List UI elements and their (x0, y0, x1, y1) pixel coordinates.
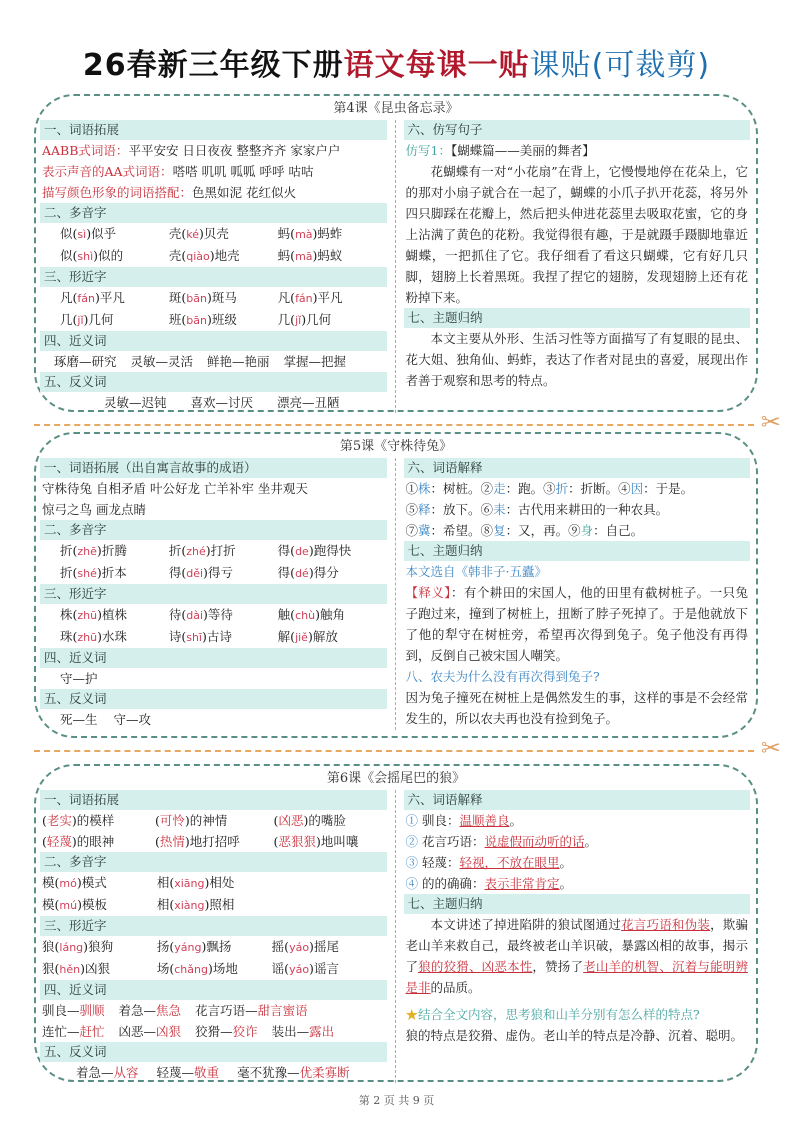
similar-char-item: 诗(shī)古诗 (168, 629, 232, 644)
similar-char-item: 凡(fán)平凡 (277, 290, 343, 305)
similar-char-item: 几(jǐ)几何 (277, 312, 332, 327)
label: 表示声音的AA式词语： (42, 164, 173, 179)
similar-char-item: 场(chǎng)场地 (156, 961, 238, 976)
lesson-4-card (34, 94, 758, 412)
section-heading: 三、形近字 (40, 267, 387, 287)
similar-char-item: 凡(fán)平凡 (60, 290, 125, 305)
definition-line: ② 花言巧语：说虚假而动听的话。 (405, 834, 598, 849)
section-heading: 二、多音字 (40, 520, 387, 540)
synonym-pair: 装出—露出 (271, 1024, 335, 1039)
synonym-pair: 鲜艳—艳丽 (207, 354, 270, 369)
similar-char-item: 斑(bān)斑马 (168, 290, 237, 305)
antonym-pair: 轻蔑—敬重 (156, 1065, 220, 1080)
antonym-pair: 喜欢—讨厌 (190, 395, 254, 410)
question-heading: 八、农夫为什么没有再次得到兔子? (405, 669, 600, 684)
section-heading: 一、词语拓展 (40, 120, 387, 140)
section-heading: 三、形近字 (40, 916, 387, 936)
theme-paragraph: 本文讲述了掉进陷阱的狼试图通过花言巧语和伪装，欺骗老山羊来救自己，最终被老山羊识破，暴露凶相的故事，揭示了狼的狡猾、凶恶本性，赞扬了老山羊的机智、沉着与能明辨是非的品质。 (405, 917, 748, 995)
polyphone-grid (40, 872, 387, 916)
polyphone-item: 折(zhé)打折 (168, 543, 236, 558)
lesson-title: 第4课《昆虫备忘录》 (333, 101, 459, 116)
synonym-pair: 掌握—把握 (283, 354, 347, 369)
imitation-subtitle: 【蝴蝶篇——美丽的舞者】 (450, 143, 595, 158)
polyphone-item: 得(de)跑得快 (277, 543, 352, 558)
similar-char-item: 摇(yáo)摇尾 (271, 939, 339, 954)
words: 嗒嗒 叽叽 呱呱 呼呼 咕咕 (172, 164, 314, 179)
polyphone-grid (40, 223, 387, 267)
similar-char-item: 珠(zhū)水珠 (60, 629, 128, 644)
section-heading: 六、词语解释 (404, 790, 751, 810)
scissors-icon: ✂ (760, 734, 781, 762)
cut-line (34, 750, 754, 752)
source-note: 本文选自《韩非子·五蠹》 (405, 564, 547, 579)
collocation-item: (可怜)的神情 (154, 813, 228, 828)
lesson-title: 第6课《会摇尾巴的狼》 (326, 771, 466, 786)
synonym-pair: 琢磨—研究 (54, 354, 117, 369)
similar-char-item: 狼(láng)狼狗 (42, 939, 114, 954)
polyphone-item: 模(mó)模式 (42, 875, 107, 890)
lesson-4-left-column (40, 120, 396, 413)
imitation-paragraph: 花蝴蝶有一对“小花扇”在背上，它慢慢地停在花朵上，它的那对小扇子就合在一起了，蝴蝶的小爪子扒开花蕊，将另外四只脚踩在花瓣上，然后把头伸进花蕊里去吸取花蜜，它的身上沾满了黄色的花粉。我觉得很有趣，于是就蹑手蹑脚地靠近蝴蝶，一把抓住了它。我仔细看了看这只蝴蝶，它有好几只脚，翅膀上长着黑斑。我捏了捏它的翅膀，发现翅膀上还有花粉掉下来。 (405, 164, 748, 305)
polyphone-item: 折(shé)折本 (60, 565, 127, 580)
section-heading: 四、近义词 (40, 980, 387, 1000)
synonym-pair: 凶恶—凶狠 (118, 1024, 182, 1039)
label: 描写颜色形象的词语搭配： (42, 185, 193, 200)
lesson-5-right-column (396, 458, 751, 730)
section-heading: 五、反义词 (40, 689, 387, 709)
antonym-pair: 灵敏—迟钝 (104, 395, 167, 410)
polyphone-item: 相(xiàng)照相 (156, 897, 235, 912)
page-title (0, 44, 793, 88)
polyphone-item: 壳(qiào)地壳 (168, 248, 240, 263)
section-heading: 五、反义词 (40, 372, 387, 392)
title-part-daily: 语文每课一贴 (343, 48, 530, 83)
synonym-pair: 驯良—驯顺 (42, 1003, 105, 1018)
similar-char-grid (40, 604, 387, 648)
polyphone-grid (40, 540, 387, 584)
antonym-pair: 毫不犹豫—优柔寡断 (237, 1065, 350, 1080)
polyphone-item: 似(sì)似乎 (60, 226, 117, 241)
title-part-cut: 课贴(可裁剪) (529, 48, 711, 83)
section-heading: 七、主题归纳 (404, 894, 751, 914)
section-heading: 二、多音字 (40, 203, 387, 223)
section-heading: 五、反义词 (40, 1042, 387, 1062)
star-icon: ★ (405, 1007, 419, 1022)
cut-line (34, 424, 754, 426)
label: AABB式词语： (42, 143, 129, 158)
collocation-item: (凶恶)的嘴脸 (273, 813, 346, 828)
similar-char-item: 解(jiě)解放 (277, 629, 338, 644)
words: 色黑如泥 花红似火 (192, 185, 296, 200)
definition-line: ④ 的的确确：表示非常肯定。 (405, 876, 573, 891)
polyphone-item: 蚂(mā)蚂蚁 (277, 248, 343, 263)
section-heading: 二、多音字 (40, 852, 387, 872)
polyphone-item: 相(xiāng)相处 (156, 875, 235, 890)
section-heading: 一、词语拓展 (40, 790, 387, 810)
synonym-pair: 灵敏—灵活 (130, 354, 194, 369)
similar-char-item: 待(dài)等待 (168, 607, 233, 622)
lesson-6-right-column (396, 790, 751, 1083)
idiom-line: 惊弓之鸟 画龙点睛 (42, 502, 146, 517)
words: 平平安安 日日夜夜 整整齐齐 家家户户 (128, 143, 341, 158)
antonym-list (40, 709, 387, 730)
antonym-list (40, 392, 387, 413)
think-question: ★结合全文内容，思考狼和山羊分别有怎么样的特点? (405, 1007, 700, 1022)
idiom-line: 守株待兔 自相矛盾 叶公好龙 亡羊补牢 坐井观天 (42, 481, 308, 496)
definition-line: ⑤释：放下。⑥耒：古代用来耕田的一种农具。 (405, 502, 669, 517)
lesson-title: 第5课《守株待兔》 (339, 439, 453, 454)
synonym-pair: 花言巧语—甜言蜜语 (195, 1003, 308, 1018)
similar-char-grid (40, 287, 387, 331)
definition-line: ⑦冀：希望。⑧复：又，再。⑨身：自己。 (405, 523, 644, 538)
similar-char-item: 狠(hěn)凶狠 (42, 961, 111, 976)
antonym-pair: 死—生 (60, 712, 98, 727)
definition-line: ① 驯良：温顺善良。 (405, 813, 523, 828)
synonym-pair: 着急—焦急 (118, 1003, 182, 1018)
section-heading: 四、近义词 (40, 331, 387, 351)
polyphone-item: 蚂(mà)蚂蚱 (277, 226, 343, 241)
section-heading: 一、词语拓展（出自寓言故事的成语） (40, 458, 387, 478)
collocation-item: (老实)的模样 (42, 813, 115, 828)
lesson-5-card (34, 432, 758, 738)
synonym-pair: 狡猾—狡诈 (195, 1024, 258, 1039)
similar-char-item: 株(zhū)植株 (60, 607, 128, 622)
synonym-list (40, 1000, 387, 1021)
page-footer: 第 2 页 共 9 页 (358, 1094, 435, 1107)
lesson-5-left-column (40, 458, 396, 730)
lesson-6-card (34, 764, 758, 1082)
antonym-pair: 守—攻 (113, 712, 152, 727)
polyphone-item: 折(zhē)折腾 (60, 543, 127, 558)
antonym-pair: 漂亮—丑陋 (277, 395, 340, 410)
lesson-4-right-column (396, 120, 751, 413)
polyphone-item: 壳(ké)贝壳 (168, 226, 229, 241)
think-answer: 狼的特点是狡猾、虚伪。老山羊的特点是冷静、沉着、聪明。 (405, 1028, 744, 1043)
section-heading: 六、词语解释 (404, 458, 751, 478)
polyphone-item: 得(dé)得分 (277, 565, 339, 580)
polyphone-item: 似(shì)似的 (60, 248, 124, 263)
title-part-grade: 26春新三年级下册 (82, 48, 344, 83)
similar-char-item: 谣(yáo)谣言 (271, 961, 339, 976)
section-heading: 六、仿写句子 (404, 120, 751, 140)
similar-char-item: 扬(yáng)飘扬 (156, 939, 232, 954)
scissors-icon: ✂ (760, 408, 781, 436)
synonym-pair: 连忙—赶忙 (42, 1024, 105, 1039)
antonym-pair: 着急—从容 (76, 1065, 139, 1080)
similar-char-item: 班(bān)班级 (168, 312, 237, 327)
similar-char-item: 几(jǐ)几何 (60, 312, 114, 327)
antonym-list (40, 1062, 387, 1083)
section-heading: 七、主题归纳 (404, 308, 751, 328)
theme-paragraph: 本文主要从外形、生活习性等方面描写了有复眼的昆虫、花大姐、独角仙、蚂蚱，表达了作者对昆虫的喜爱，展现出作者善于观察和思考的特点。 (405, 331, 748, 388)
synonym-pair: 守—护 (60, 671, 98, 686)
synonym-list (40, 1021, 387, 1042)
collocation-item: (轻蔑)的眼神 (42, 834, 115, 849)
word-collocation-grid (40, 810, 387, 852)
section-heading: 三、形近字 (40, 584, 387, 604)
section-heading: 四、近义词 (40, 648, 387, 668)
polyphone-item: 模(mú)模板 (42, 897, 107, 912)
collocation-item: (热情)地打招呼 (154, 834, 240, 849)
similar-char-item: 触(chù)触角 (277, 607, 345, 622)
synonym-list (40, 351, 387, 372)
definition-line: ①株：树桩。②走：跑。③折：折断。④因：于是。 (405, 481, 694, 496)
collocation-item: (恶狠狠)地叫嚷 (273, 834, 359, 849)
polyphone-item: 得(děi)得亏 (168, 565, 233, 580)
answer-paragraph: 因为兔子撞死在树桩上是偶然发生的事，这样的事是不会经常发生的，所以农夫再也没有捡到兔子。 (405, 690, 748, 726)
section-heading: 七、主题归纳 (404, 541, 751, 561)
imitation-label: 仿写1： (405, 143, 451, 158)
similar-char-grid (40, 936, 387, 980)
lesson-6-left-column (40, 790, 396, 1083)
definition-line: ③ 轻蔑：轻视，不放在眼里。 (405, 855, 573, 870)
translation-paragraph: 【释义】：有个耕田的宋国人，他的田里有截树桩子。一只兔子跑过来，撞到了树桩上，扭断了脖子死掉了。于是他就放下了他的犁守在树桩旁，希望再次得到兔子。兔子他没有再得到，反倒自己被宋国人嘲笑。 (405, 585, 748, 663)
